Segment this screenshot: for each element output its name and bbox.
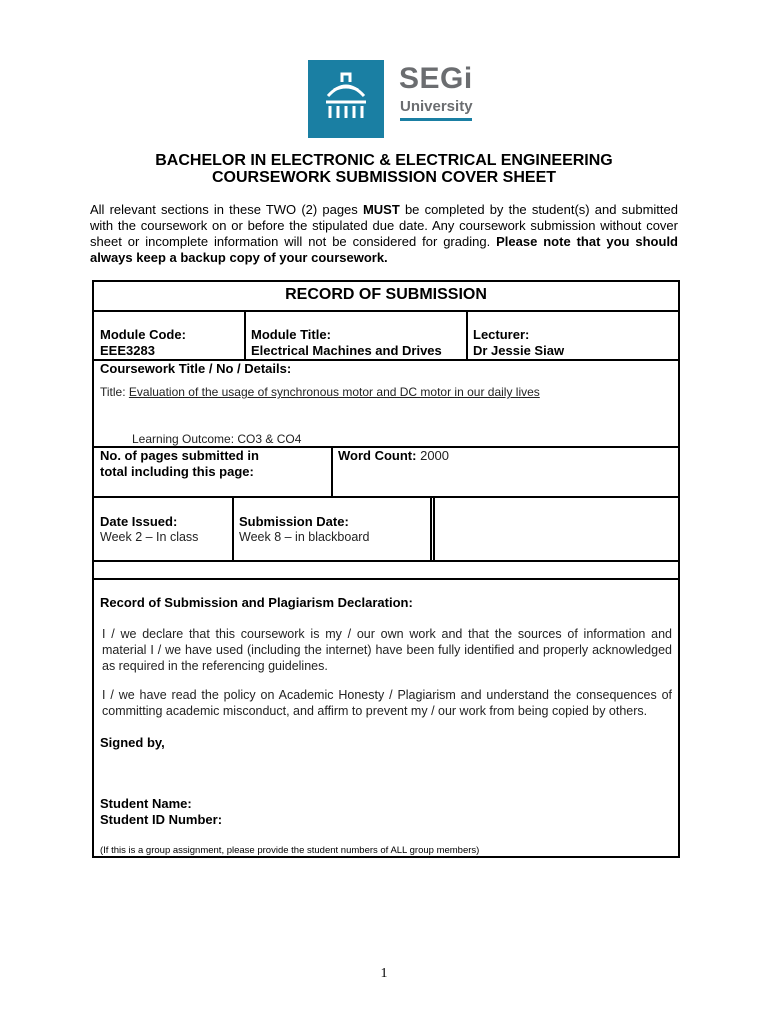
module-title-value: Electrical Machines and Drives bbox=[251, 343, 442, 358]
divider bbox=[430, 496, 432, 560]
logo-emblem-icon bbox=[308, 60, 384, 138]
intro-must: MUST bbox=[362, 202, 400, 217]
document-title: COURSEWORK SUBMISSION COVER SHEET bbox=[211, 169, 557, 186]
date-issued-label: Date Issued: bbox=[100, 514, 178, 529]
coursework-title bbox=[100, 385, 540, 399]
logo-subtitle: University bbox=[400, 98, 473, 115]
learning-outcome: Learning Outcome: CO3 & CO4 bbox=[132, 432, 302, 446]
divider bbox=[244, 310, 246, 359]
word-count bbox=[338, 448, 449, 463]
intro-text-2: be completed by the student(s) and submitted with the coursework on or before the stipulated due date. Any coursework submission without cover sheet or incomplete information will not be considered for grading. bbox=[90, 202, 678, 249]
divider bbox=[94, 310, 678, 312]
module-code-label: Module Code: bbox=[100, 327, 186, 342]
title-value: Evaluation of the usage of synchronous motor and DC motor in our daily lives bbox=[128, 385, 540, 399]
divider bbox=[466, 310, 468, 359]
logo-wordmark: SEGi bbox=[399, 62, 473, 95]
title-prefix: Title: bbox=[100, 385, 129, 399]
coursework-details-label: Coursework Title / No / Details: bbox=[100, 361, 292, 376]
submission-date-label: Submission Date: bbox=[239, 514, 349, 529]
divider bbox=[433, 496, 435, 560]
module-title-label: Module Title: bbox=[251, 327, 331, 342]
date-issued-value: Week 2 – In class bbox=[100, 530, 199, 544]
instructions-paragraph bbox=[90, 202, 678, 266]
divider bbox=[331, 446, 333, 497]
word-count-value: 2000 bbox=[420, 448, 450, 463]
divider bbox=[94, 560, 678, 562]
record-title: RECORD OF SUBMISSION bbox=[285, 286, 487, 303]
divider bbox=[94, 496, 678, 498]
programme-heading: BACHELOR IN ELECTRONIC & ELECTRICAL ENGINEERING bbox=[155, 152, 613, 169]
signed-by-label: Signed by, bbox=[100, 735, 165, 750]
divider bbox=[232, 496, 234, 560]
lecturer-value: Dr Jessie Siaw bbox=[473, 343, 565, 358]
declaration-title: Record of Submission and Plagiarism Declaration: bbox=[100, 595, 413, 610]
declaration-paragraph-1: I / we declare that this coursework is my / our own work and that the sources of information and material I / we have used (including the internet) have been fully identified and properly acknowledged as required in the referencing guidelines. bbox=[102, 627, 672, 673]
student-name-label: Student Name: bbox=[100, 796, 192, 811]
group-assignment-note: (If this is a group assignment, please provide the student numbers of ALL group members) bbox=[100, 845, 480, 856]
logo-underline bbox=[400, 118, 472, 121]
module-code-value: EEE3283 bbox=[100, 343, 155, 358]
intro-text-1: All relevant sections in these TWO (2) pages bbox=[90, 202, 363, 217]
student-id-label: Student ID Number: bbox=[100, 812, 223, 827]
divider bbox=[94, 578, 678, 580]
pages-label-line1: No. of pages submitted in bbox=[100, 448, 259, 463]
lecturer-label: Lecturer: bbox=[473, 327, 530, 342]
intro-note: Please note that you should always keep a backup copy of your coursework. bbox=[90, 234, 678, 265]
segi-university-logo bbox=[308, 60, 478, 140]
page-number: 1 bbox=[380, 966, 388, 981]
record-of-submission-form bbox=[92, 280, 680, 858]
submission-date-value: Week 8 – in blackboard bbox=[239, 530, 370, 544]
word-count-label: Word Count: bbox=[338, 448, 417, 463]
declaration-paragraph-2: I / we have read the policy on Academic Honesty / Plagiarism and understand the consequences of committing academic misconduct, and affirm to prevent my / our work from being copied by others. bbox=[102, 688, 672, 718]
pages-label-line2: total including this page: bbox=[100, 464, 254, 479]
